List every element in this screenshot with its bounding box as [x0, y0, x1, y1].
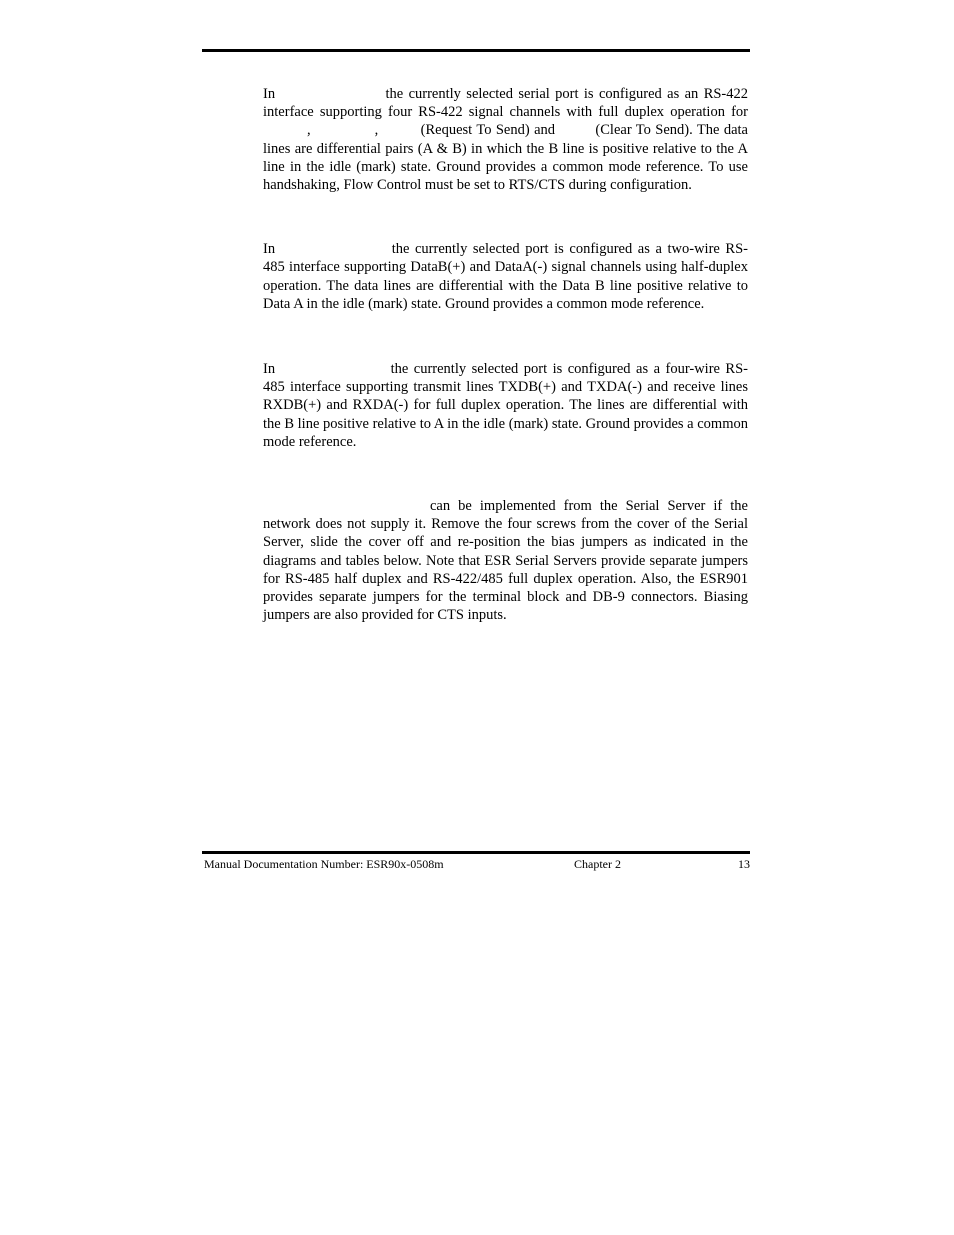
- line-biasing-text: can be implemented from the Serial Server if the network does not supply it. Remove the four screws from the cover of the Serial Server, slide the cover off and re-position the bias jumpers as indicated in the diagrams and tables below. Note that ESR Serial Servers provide separate jumpers for RS-485 half duplex and RS-422/485 full duplex operation. Also, the ESR901 provides separate jumpers for the terminal block and DB-9 connectors. Biasing jumpers are also provided for CTS inputs.: [263, 498, 748, 624]
- footer-chapter: Chapter 2: [574, 857, 621, 871]
- rs422-text-part-2: (Request To Send) and: [420, 122, 556, 139]
- footer-page-number: 13: [738, 857, 750, 871]
- rs422-text-part-1: the currently selected serial port is configured as an RS-422 interface supporting four RS-422 signal channels with full duplex operation for: [263, 86, 749, 121]
- paragraph-rs485-two-wire: [263, 240, 748, 313]
- paragraph-rs485-four-wire: [263, 360, 748, 451]
- page-footer: [204, 856, 750, 872]
- paragraph-lead-word: In: [263, 86, 276, 102]
- paragraph-lead-word: In: [263, 361, 276, 378]
- rs485-two-wire-text: the currently selected port is configured as a two-wire RS-485 interface supporting DataB(+) and DataA(-) signal channels using half-duplex operation. The data lines are differential with the Data B line positive relative to Data A in the idle (mark) state. Ground provides a common mode reference.: [263, 241, 748, 312]
- paragraph-line-biasing: [263, 497, 748, 624]
- paragraph-lead-word: In: [263, 241, 276, 258]
- rs422-text-part-3: (Clear To Send). The data lines are differential pairs (A & B) in which the B line is positive relative to the A line in the idle (mark) state. Ground provides a common mode reference. To use handshaking, Flow Control must be set to RTS/CTS during configuration.: [263, 122, 748, 194]
- rs422-comma-1: ,: [307, 122, 311, 139]
- paragraph-rs422-mode: [263, 85, 748, 194]
- footer-doc-number: Manual Documentation Number: ESR90x-0508m: [204, 857, 444, 871]
- header-rule: [202, 49, 750, 52]
- footer-rule: [202, 851, 750, 854]
- rs485-four-wire-text: the currently selected port is configured as a four-wire RS-485 interface supporting transmit lines TXDB(+) and TXDA(-) and receive lines RXDB(+) and RXDA(-) for full duplex operation. The lines are differential with the B line positive relative to A in the idle (mark) state. Ground provides a common mode reference.: [263, 361, 748, 450]
- page-body: [263, 85, 748, 624]
- rs422-comma-2: ,: [374, 122, 379, 139]
